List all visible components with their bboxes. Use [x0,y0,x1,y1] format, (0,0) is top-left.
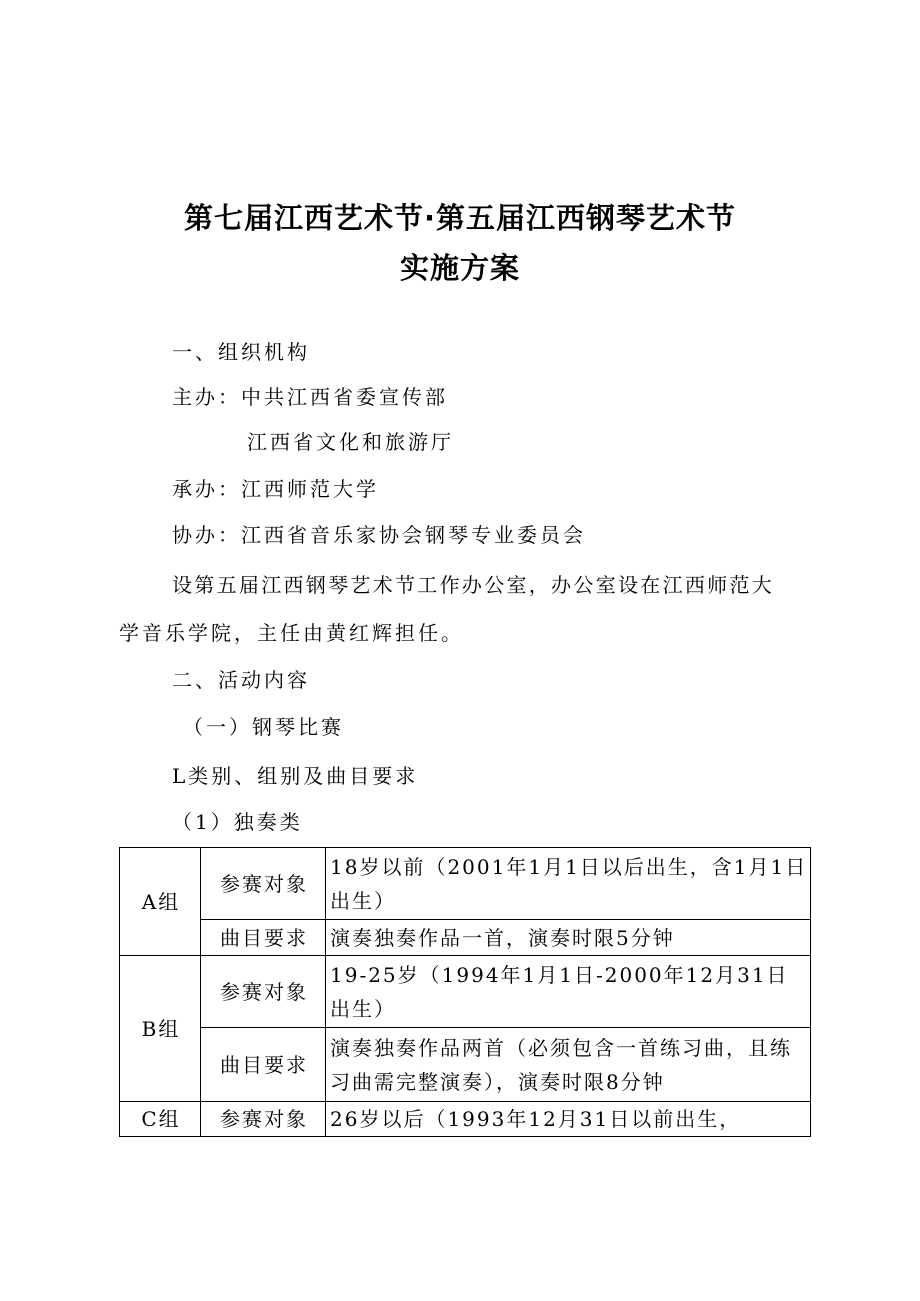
item1-heading: L类别、组别及曲目要求 [172,764,419,788]
solo-category-table [119,847,811,1137]
undertaker-line: 承办：江西师范大学 [172,477,379,501]
group-c-cell: C组 [120,1102,201,1137]
document-title-line1: 第七届江西艺术节·第五届江西钢琴艺术节 [183,201,737,235]
participants-label-cell: 参赛对象 [201,956,326,1028]
section1-heading: 一、组织机构 [172,340,310,364]
table-row [120,1028,811,1102]
group-b-participants-cell: 19-25岁（1994年1月1日-2000年12月31日出生） [326,956,811,1028]
participants-label-cell: 参赛对象 [201,848,326,920]
document-title-line2: 实施方案 [399,251,520,285]
group-a-repertoire-cell: 演奏独奏作品一首，演奏时限5分钟 [326,920,811,956]
table-row [120,956,811,1028]
group-a-participants-cell: 18岁以前（2001年1月1日以后出生，含1月1日出生） [326,848,811,920]
repertoire-label-cell: 曲目要求 [201,1028,326,1102]
office-paragraph-line1: 设第五届江西钢琴艺术节工作办公室，办公室设在江西师范大 [172,573,775,597]
co-organizer-line: 协办：江西省音乐家协会钢琴专业委员会 [172,523,586,547]
table-row [120,848,811,920]
organizer-line2: 江西省文化和旅游厅 [247,430,454,454]
repertoire-label-cell: 曲目要求 [201,920,326,956]
participants-label-cell: 参赛对象 [201,1102,326,1137]
group-a-cell: A组 [120,848,201,956]
item1-subheading: （1）独奏类 [172,810,303,834]
office-paragraph-line2: 学音乐学院，主任由黄红辉担任。 [119,621,464,645]
table-row [120,920,811,956]
group-b-cell: B组 [120,956,201,1102]
group-c-participants-cell: 26岁以后（1993年12月31日以前出生， [326,1102,811,1137]
organizer-line1: 主办：中共江西省委宣传部 [172,385,448,409]
section2-heading: 二、活动内容 [172,668,310,692]
table-row [120,1102,811,1137]
subsection1-heading: （一）钢琴比赛 [183,715,344,739]
group-b-repertoire-cell: 演奏独奏作品两首（必须包含一首练习曲，且练习曲需完整演奏），演奏时限8分钟 [326,1028,811,1102]
